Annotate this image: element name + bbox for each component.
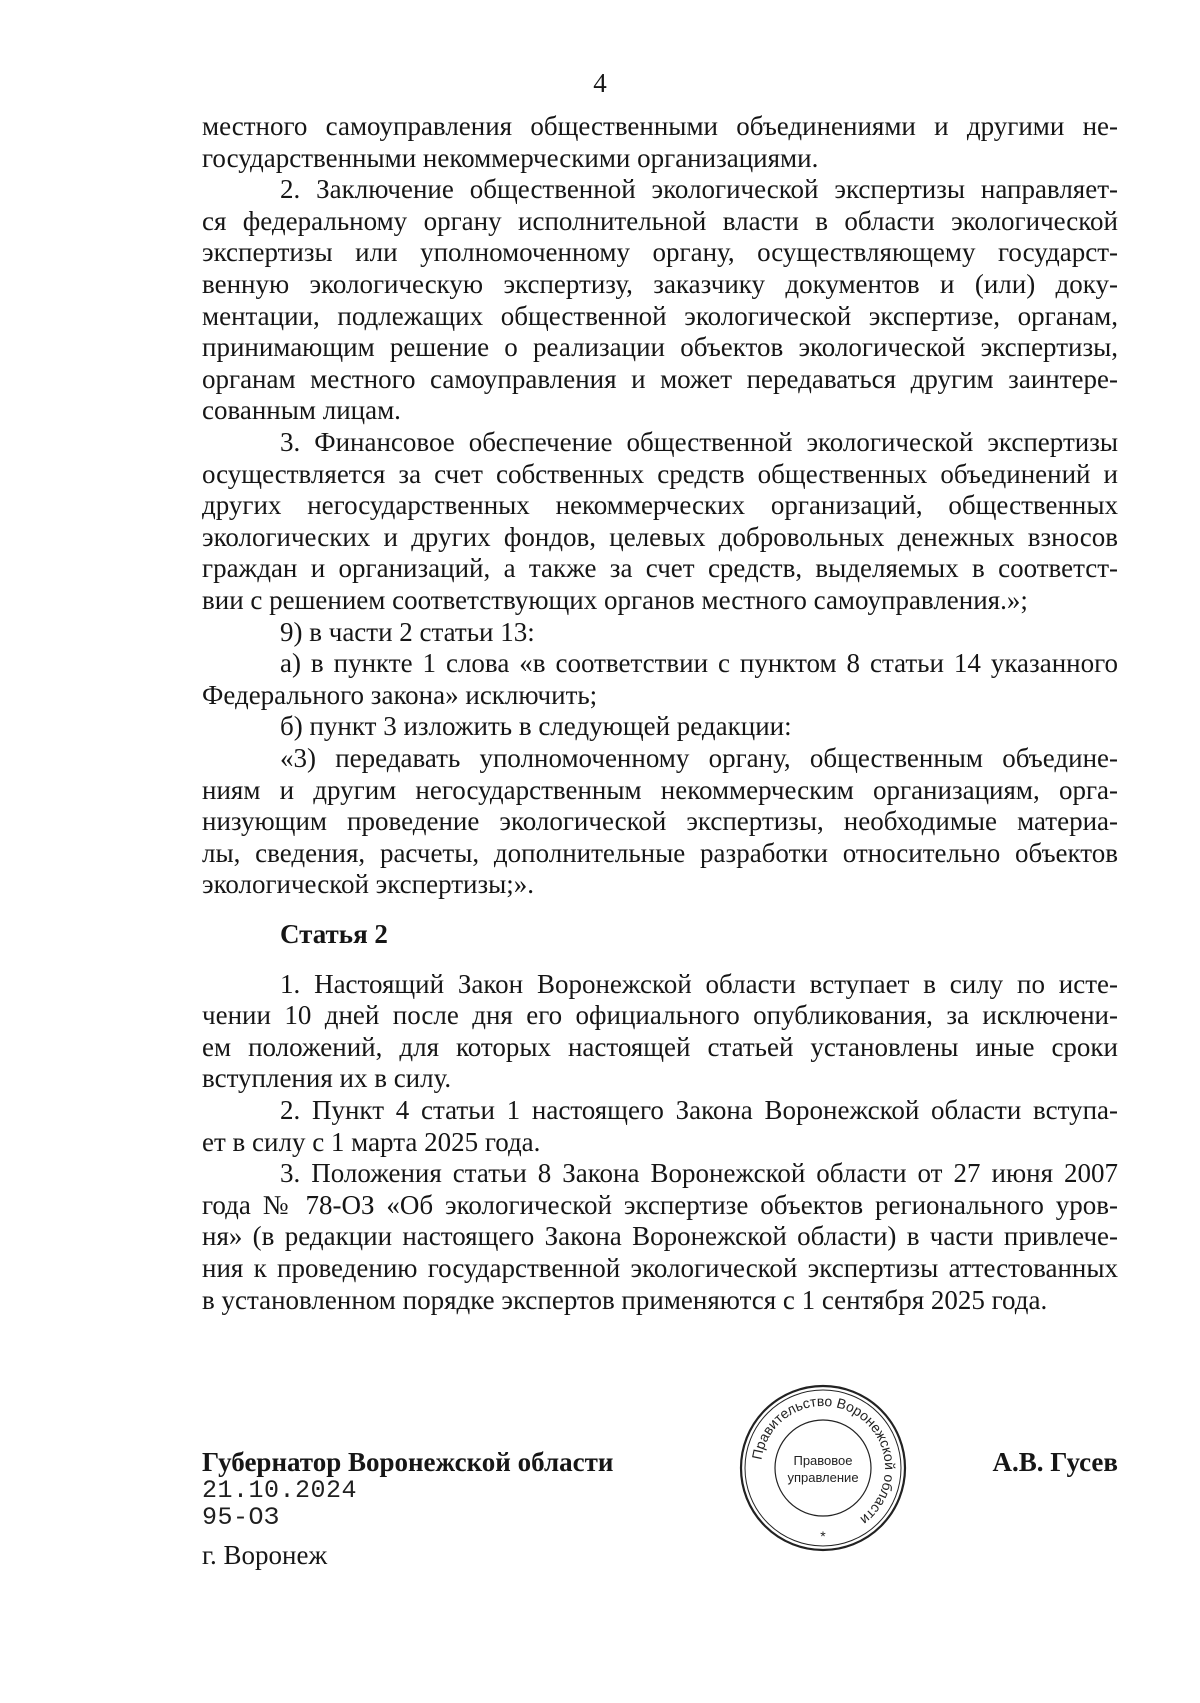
text-line: 1. Настоящий Закон Воронежской области вступает в силу по исте- (280, 968, 1118, 999)
text-line: 2. Заключение общественной экологической экспертизы направляет- (280, 174, 1118, 205)
text-line: граждан и организаций, а также за счет средств, выделяемых в соответст- (202, 553, 1118, 584)
text-line: года № 78-ОЗ «Об экологической экспертизе объектов регионального уров- (202, 1189, 1118, 1220)
law-number: 95-ОЗ (202, 1503, 280, 1532)
text-line: сованным лицам. (202, 395, 401, 426)
seal-inner-ring (745, 1390, 901, 1546)
text-line: низующим проведение экологической экспертизы, необходимые материа- (202, 806, 1118, 837)
text-line: лы, сведения, расчеты, дополнительные разработки относительно объектов (202, 837, 1118, 868)
text-line: «3) передавать уполномоченному органу, общественным объедине- (280, 743, 1118, 773)
text-line: вступления их в силу. (202, 1063, 452, 1094)
text-line: ся федеральному органу исполнительной власти в области экологической (202, 205, 1118, 236)
text-line: ет в силу с 1 марта 2025 года. (202, 1126, 541, 1157)
text-line: экологической экспертизы;». (202, 869, 535, 900)
page-number: 4 (593, 68, 607, 98)
text-line: 9) в части 2 статьи 13: (280, 616, 535, 647)
text-line: ния к проведению государственной экологической экспертизы аттестованных (202, 1253, 1118, 1283)
signing-date: 21.10.2024 (202, 1476, 358, 1505)
seal-ring-text: Правительство Воронежской области (748, 1392, 899, 1529)
text-line: органам местного самоуправления и может передаваться другим заинтере- (202, 363, 1118, 394)
seal-bottom-mark: * (820, 1528, 826, 1544)
text-line: вии с решением соответствующих органов местного самоуправления.»; (202, 585, 1028, 615)
text-line: чении 10 дней после дня его официального опубликования, за исключени- (202, 1000, 1118, 1031)
text-line: экспертизы или уполномоченному органу, осуществляющему государст- (202, 237, 1118, 268)
text-line: принимающим решение о реализации объектов экологической экспертизы, (202, 332, 1118, 363)
text-line: в установленном порядке экспертов применяются с 1 сентября 2025 года. (202, 1284, 1048, 1315)
text-line: государственными некоммерческими организациями. (202, 142, 819, 173)
text-line: осуществляется за счет собственных средств общественных объединений и (202, 458, 1118, 489)
text-line: местного самоуправления общественными объединениями и другими не- (202, 111, 1118, 141)
article-heading: Статья 2 (280, 919, 388, 949)
text-line: 3. Положения статьи 8 Закона Воронежской области от 27 июня 2007 (280, 1158, 1118, 1189)
text-line: экологических и других фондов, целевых добровольных денежных взносов (202, 521, 1118, 552)
text-line: 2. Пункт 4 статьи 1 настоящего Закона Воронежской области вступа- (280, 1095, 1118, 1125)
text-line: а) в пункте 1 слова «в соответствии с пунктом 8 статьи 14 указанного (280, 648, 1118, 679)
text-line: Федерального закона» исключить; (202, 679, 598, 710)
seal-outer-ring (741, 1386, 905, 1550)
text-line: ниям и другим негосударственным некоммерческим организациям, орга- (202, 774, 1118, 805)
governor-title: Губернатор Воронежской области (202, 1447, 614, 1477)
text-line: 3. Финансовое обеспечение общественной экологической экспертизы (280, 427, 1118, 457)
text-line: других негосударственных некоммерческих организаций, общественных (202, 490, 1118, 521)
governor-name: А.В. Гусев (992, 1447, 1118, 1477)
seal-center-ring (775, 1420, 871, 1516)
city: г. Воронеж (202, 1540, 328, 1570)
text-line: ня» (в редакции настоящего Закона Воронежской области) в части привлече- (202, 1221, 1118, 1252)
seal-center-line2: управление (787, 1470, 859, 1485)
seal-center-line1: Правовое (793, 1453, 853, 1468)
text-line: венную экологическую экспертизу, заказчику документов и (или) доку- (202, 269, 1118, 299)
text-line: ем положений, для которых настоящей статьей установлены иные сроки (202, 1031, 1118, 1062)
official-seal (738, 1383, 908, 1553)
text-line: б) пункт 3 изложить в следующей редакции: (280, 711, 792, 742)
text-line: ментации, подлежащих общественной экологической экспертизе, органам, (202, 300, 1118, 331)
